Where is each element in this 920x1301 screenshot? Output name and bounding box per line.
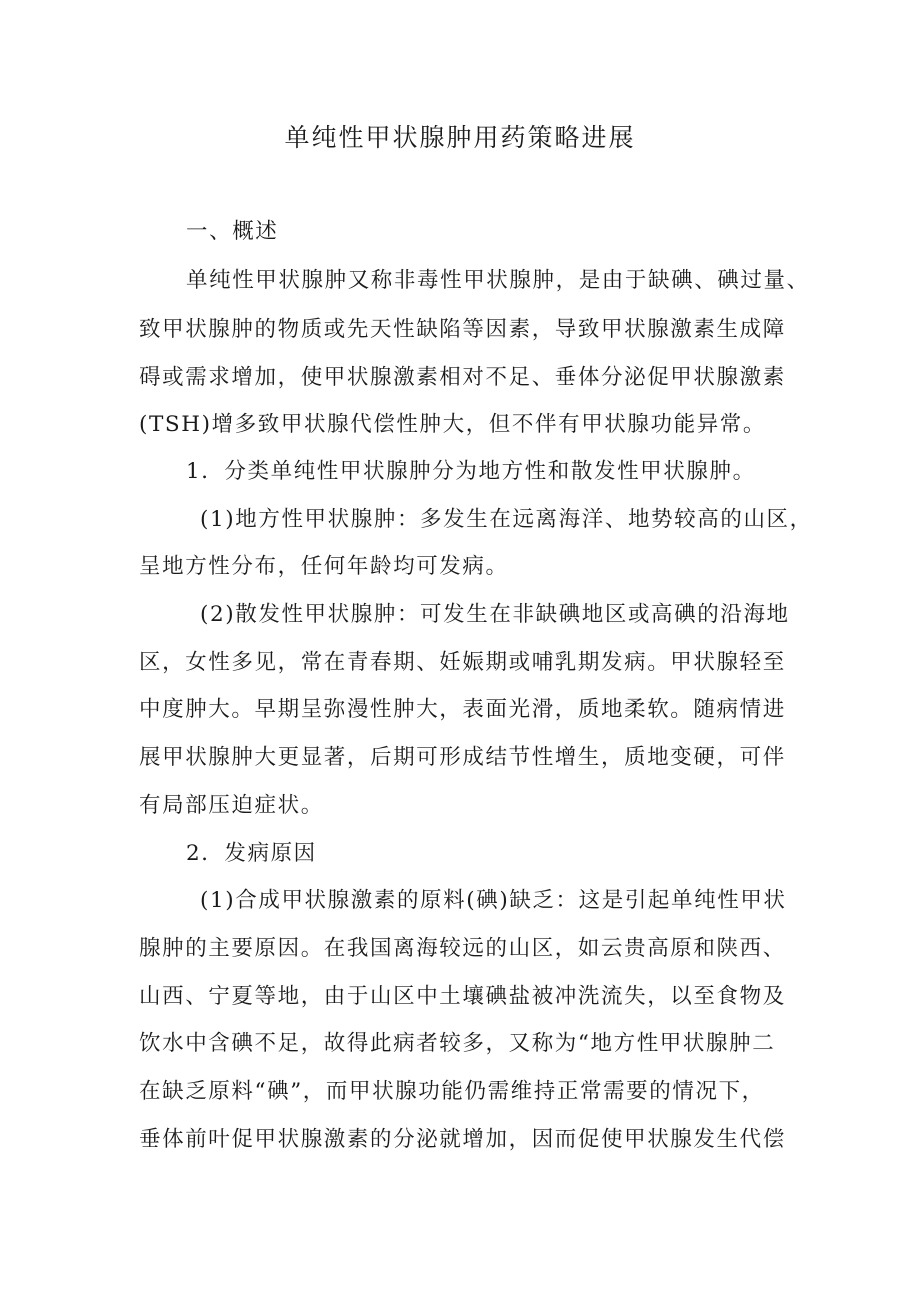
sporadic-line-4: 展甲状腺肿大更显著，后期可形成结节性增生，质地变硬，可伴 [139, 745, 786, 770]
overview-line-3: 碍或需求增加，使甲状腺激素相对不足、垂体分泌促甲状腺激素 [139, 365, 786, 390]
cause-heading: 2．发病原因 [186, 841, 317, 866]
sporadic-line-5: 有局部压迫症状。 [139, 793, 324, 818]
cause-line-5: 在缺乏原料“碘”，而甲状腺功能仍需维持正常需要的情况下， [139, 1079, 765, 1104]
classification-line: 1．分类单纯性甲状腺肿分为地方性和散发性甲状腺肿。 [186, 459, 756, 484]
endemic-line-1: (1)地方性甲状腺肿：多发生在远离海洋、地势较高的山区， [200, 507, 813, 532]
overview-line-1: 单纯性甲状腺肿又称非毒性甲状腺肿，是由于缺碘、碘过量、 [186, 268, 810, 293]
sporadic-line-3: 中度肿大。早期呈弥漫性肿大，表面光滑，质地柔软。随病情进 [139, 697, 786, 722]
endemic-line-2: 呈地方性分布，任何年龄均可发病。 [139, 554, 509, 579]
cause-line-1: (1)合成甲状腺激素的原料(碘)缺乏：这是引起单纯性甲状 [200, 888, 787, 913]
overview-heading: 一、概述 [186, 219, 279, 244]
document-title: 单纯性甲状腺肿用药策略进展 [284, 123, 636, 152]
sporadic-line-2: 区，女性多见，常在青春期、妊娠期或哺乳期发病。甲状腺轻至 [139, 650, 786, 675]
cause-line-2: 腺肿的主要原因。在我国离海较远的山区，如云贵高原和陕西、 [139, 936, 786, 961]
overview-line-2: 致甲状腺肿的物质或先天性缺陷等因素，导致甲状腺激素生成障 [139, 317, 786, 342]
cause-line-4: 饮水中含碘不足，故得此病者较多，又称为“地方性甲状腺肿二 [139, 1031, 776, 1056]
sporadic-line-1: (2)散发性甲状腺肿：可发生在非缺碘地区或高碘的沿海地 [200, 602, 790, 627]
cause-line-6: 垂体前叶促甲状腺激素的分泌就增加，因而促使甲状腺发生代偿 [139, 1127, 786, 1152]
overview-line-4: (TSH)增多致甲状腺代偿性肿大，但不伴有甲状腺功能异常。 [139, 412, 766, 437]
cause-line-3: 山西、宁夏等地，由于山区中土壤碘盐被冲洗流失，以至食物及 [139, 984, 786, 1009]
